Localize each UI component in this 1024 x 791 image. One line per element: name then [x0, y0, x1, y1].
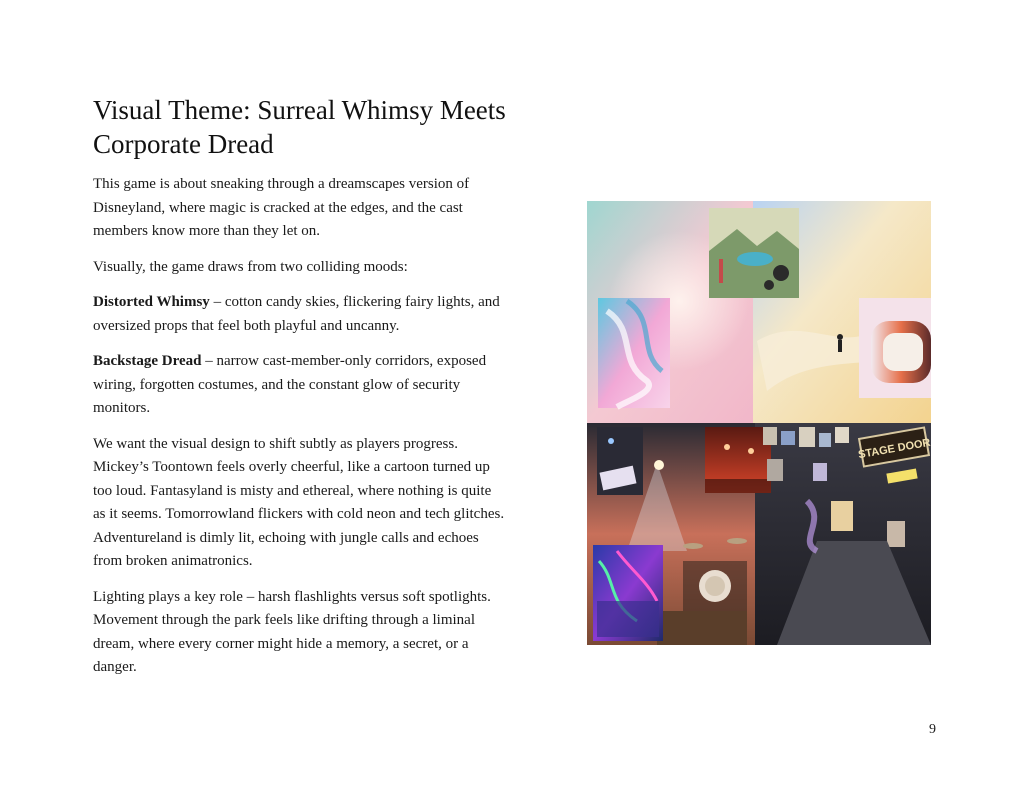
moods-intro-paragraph: Visually, the game draws from two colliding moods:	[93, 258, 408, 275]
pink-swirl-panel	[598, 298, 670, 408]
page-number: 9	[929, 722, 936, 737]
whimsy-label: Distorted Whimsy	[93, 294, 210, 310]
neon-graffiti-photo	[593, 545, 663, 641]
dread-label: Backstage Dread	[93, 353, 202, 369]
whimsy-text: – cotton candy skies, flickering fairy lights, and oversized props that feel both playful and uncanny.	[93, 294, 500, 334]
progression-paragraph: We want the visual design to shift subtly as players progress. Mickey’s Toontown feels overly cheerful, like a cartoon turned up too loud. Fantasyland is misty and ethereal, where nothing is quite as it seems. Tomorrowland flickers with cold neon and tech glitches. Adventureland is dimly lit, echoing with jungle calls and echoes from broken animatronics.	[93, 435, 505, 569]
whimsy-paragraph	[93, 291, 505, 338]
laptop-photo	[597, 427, 643, 495]
dread-text: – narrow cast-member-only corridors, exposed wiring, forgotten costumes, and the constant glow of security monitors.	[93, 353, 487, 416]
red-stage-photo	[705, 427, 771, 493]
stage-door-sign-text: STAGE DOOR	[857, 436, 931, 462]
page-title: Visual Theme: Surreal Whimsy Meets Corporate Dread	[93, 95, 506, 159]
surreal-landscape-painting	[709, 208, 799, 298]
dread-paragraph	[93, 350, 505, 421]
body-text	[93, 173, 505, 692]
intro-paragraph: This game is about sneaking through a dreamscapes version of Disneyland, where magic is cracked at the edges, and the cast members know more than they let on.	[93, 176, 470, 239]
chrome-object-panel	[859, 298, 931, 398]
mood-board-collage	[587, 201, 931, 645]
stage-light	[654, 460, 664, 470]
lighting-paragraph: Lighting plays a key role – harsh flashlights versus soft spotlights. Movement through the park feels like drifting through a liminal dream, where every corner might hide a memory, a secret, or a danger.	[93, 588, 491, 675]
